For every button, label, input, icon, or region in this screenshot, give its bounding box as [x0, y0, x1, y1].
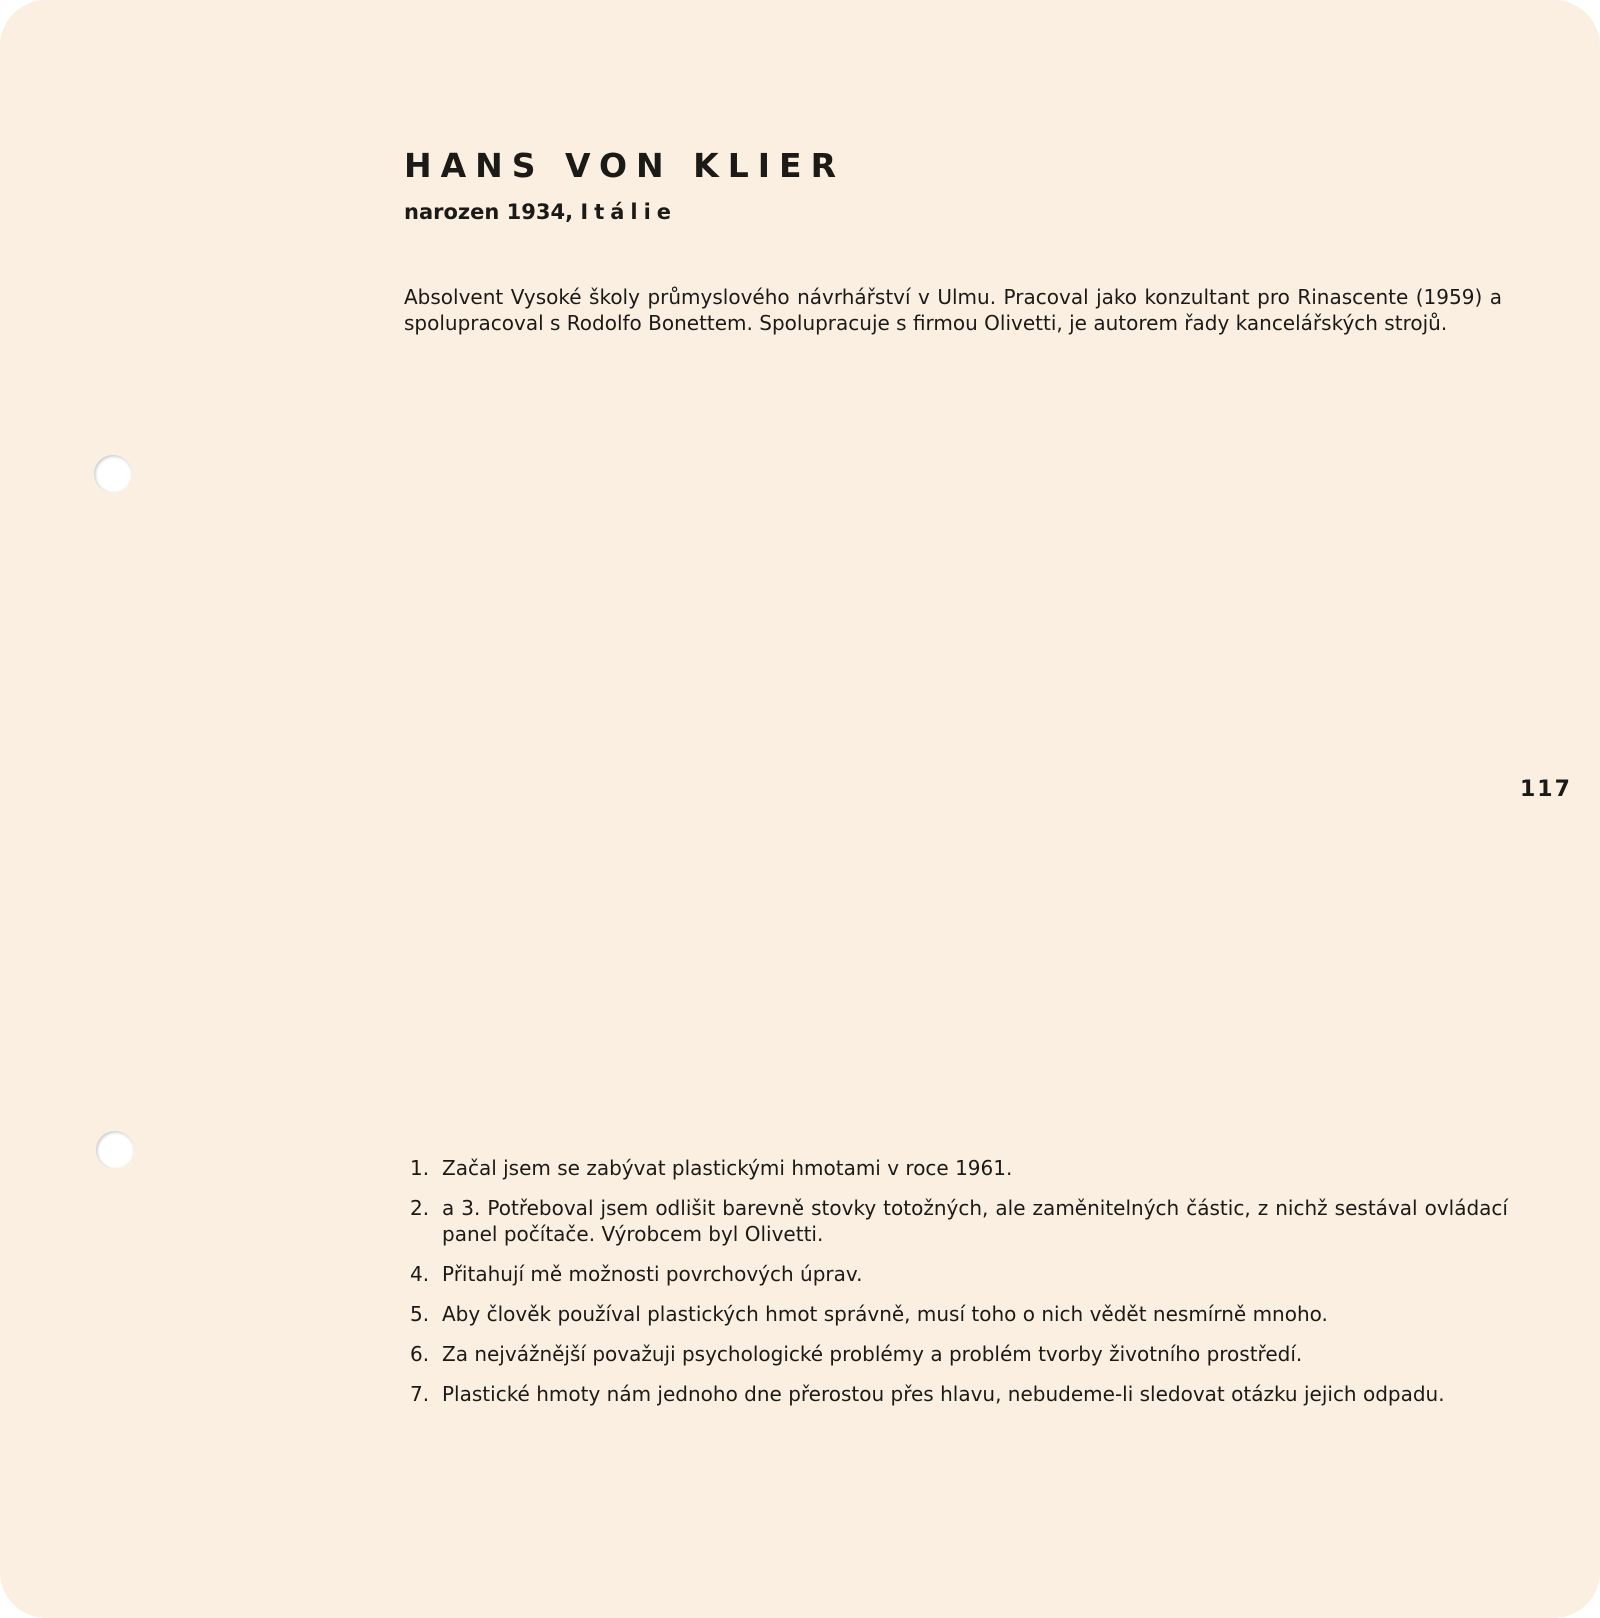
- answer-text: Plastické hmoty nám jednoho dne přerostou přes hlavu, nebudeme-li sledovat otázku jejich odpadu.: [442, 1382, 1445, 1406]
- answer-number: 4.: [410, 1262, 430, 1286]
- page-number: 117: [1520, 777, 1572, 802]
- answer-item: [410, 1195, 1508, 1247]
- birth-country: Itálie: [580, 200, 678, 224]
- birth-year: narozen 1934,: [404, 200, 574, 224]
- answer-item: [410, 1381, 1508, 1407]
- answer-item: [410, 1261, 1508, 1287]
- author-name: HANS VON KLIER: [404, 146, 845, 185]
- answer-text: Začal jsem se zabývat plastickými hmotami v roce 1961.: [442, 1156, 1013, 1180]
- answer-number: 1.: [410, 1156, 430, 1180]
- answer-item: [410, 1301, 1508, 1327]
- answer-text: Za nejvážnější považuji psychologické problémy a problém tvorby životního prostředí.: [442, 1342, 1303, 1366]
- answer-item: [410, 1155, 1508, 1181]
- answer-number: 7.: [410, 1382, 430, 1406]
- answer-number: 6.: [410, 1342, 430, 1366]
- answer-number: 5.: [410, 1302, 430, 1326]
- answer-item: [410, 1341, 1508, 1367]
- author-biography: Absolvent Vysoké školy průmyslového návrhářství v Ulmu. Pracoval jako konzultant pro Rinascente (1959) a spolupracoval s Rodolfo Bonettem. Spolupracuje s firmou Olivetti, je autorem řady kancelářských strojů.: [404, 285, 1502, 335]
- punch-hole: [94, 455, 132, 493]
- answer-number: 2.: [410, 1196, 430, 1220]
- author-birth-info: [404, 200, 677, 224]
- punch-hole: [96, 1131, 134, 1169]
- answer-text: a 3. Potřeboval jsem odlišit barevně stovky totožných, ale zaměnitelných částic, z nichž sestával ovládací panel počítače. Výrobcem byl Olivetti.: [442, 1196, 1508, 1246]
- answer-text: Přitahují mě možnosti povrchových úprav.: [442, 1262, 863, 1286]
- answer-text: Aby člověk používal plastických hmot správně, musí toho o nich vědět nesmírně mnoho.: [442, 1302, 1328, 1326]
- answers-list: [410, 1155, 1508, 1421]
